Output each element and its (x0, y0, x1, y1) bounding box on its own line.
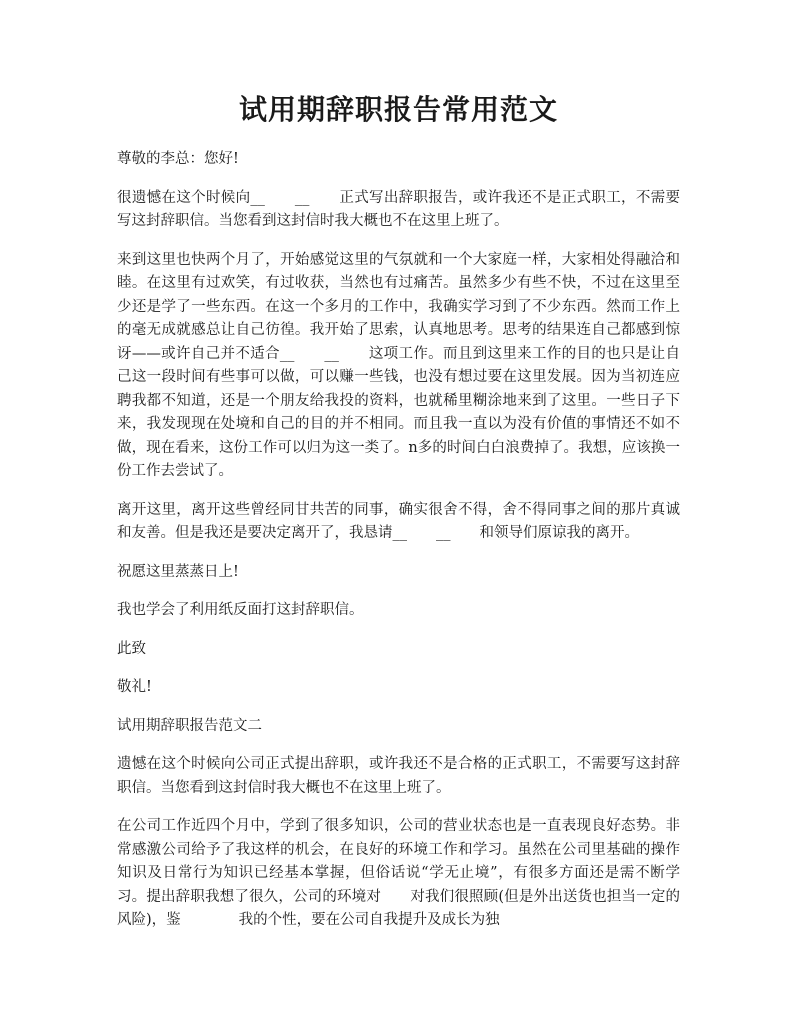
paragraph-wishes: 祝愿这里蒸蒸日上! (117, 563, 239, 580)
closing-salute: 敬礼! (117, 679, 152, 695)
closing-line: 此致 (117, 640, 146, 657)
paragraph-note: 我也学会了利用纸反面打这封辞职信。 (117, 602, 364, 618)
salutation: 尊敬的李总：您好! (117, 151, 239, 167)
paragraph-reasons: 来到这里也快两个月了，开始感觉这里的气氛就和一个大家庭一样，大家相处得融洽和睦。在这里有过欢笑，有过收获，当然也有过痛苦。虽然多少有些不快，不过在这里至少还是学了一些东西。在这一个多月的工作中，我确实学习到了不少东西。然而工作上的毫无成就感总让自己彷徨。我开始了思索，认真地思考。思考的结果连自己都感到惊讶——或许自己并不适合__ __ 这项工作。而且到这里来工作的目的也只是让自己这一段时间有些事可以做，可以赚一些钱，也没有想过要在这里发展。因为当初连应聘我都不知道，还是一个朋友给我投的资料，也就稀里糊涂地来到了这里。一些日子下来，我发现现在处境和自己的目的并不相同。而且我一直以为没有价值的事情还不如不做，现在看来，这份工作可以归为这一类了。n多的时间白白浪费掉了。我想，应该换一份工作去尝试了。 (117, 251, 680, 479)
paragraph-sample-two-intro: 遗憾在这个时候向公司正式提出辞职，或许我还不是合格的正式职工，不需要写这封辞职信。当您看到这封信时我大概也不在这里上班了。 (117, 756, 680, 796)
section-heading-sample-two: 试用期辞职报告范文二 (117, 717, 262, 734)
paragraph-farewell: 离开这里，离开这些曾经同甘共苦的同事，确实很舍不得，舍不得同事之间的那片真诚和友善。但是我还是要决定离开了，我恳请__ __ 和领导们原谅我的离开。 (117, 501, 680, 541)
paragraph-sample-two-body: 在公司工作近四个月中，学到了很多知识，公司的营业状态也是一直表现良好态势。非常感激公司给予了我这样的机会，在良好的环境工作和学习。虽然在公司里基础的操作知识及日常行为知识已经基本掌握，但俗话说“学无止境”，有很多方面还是需不断学习。提出辞职我想了很久，公司的环境对 对我们很照顾(但是外出送货也担当一定的风险)，鉴 我的个性，要在公司自我提升及成长为独 (117, 818, 680, 928)
paragraph-intro: 很遗憾在这个时候向__ __ 正式写出辞职报告，或许我还不是正式职工，不需要写这封辞职信。当您看到这封信时我大概也不在这里上班了。 (117, 189, 680, 229)
document-page (117, 90, 680, 933)
document-title: 试用期辞职报告常用范文 (238, 93, 558, 126)
